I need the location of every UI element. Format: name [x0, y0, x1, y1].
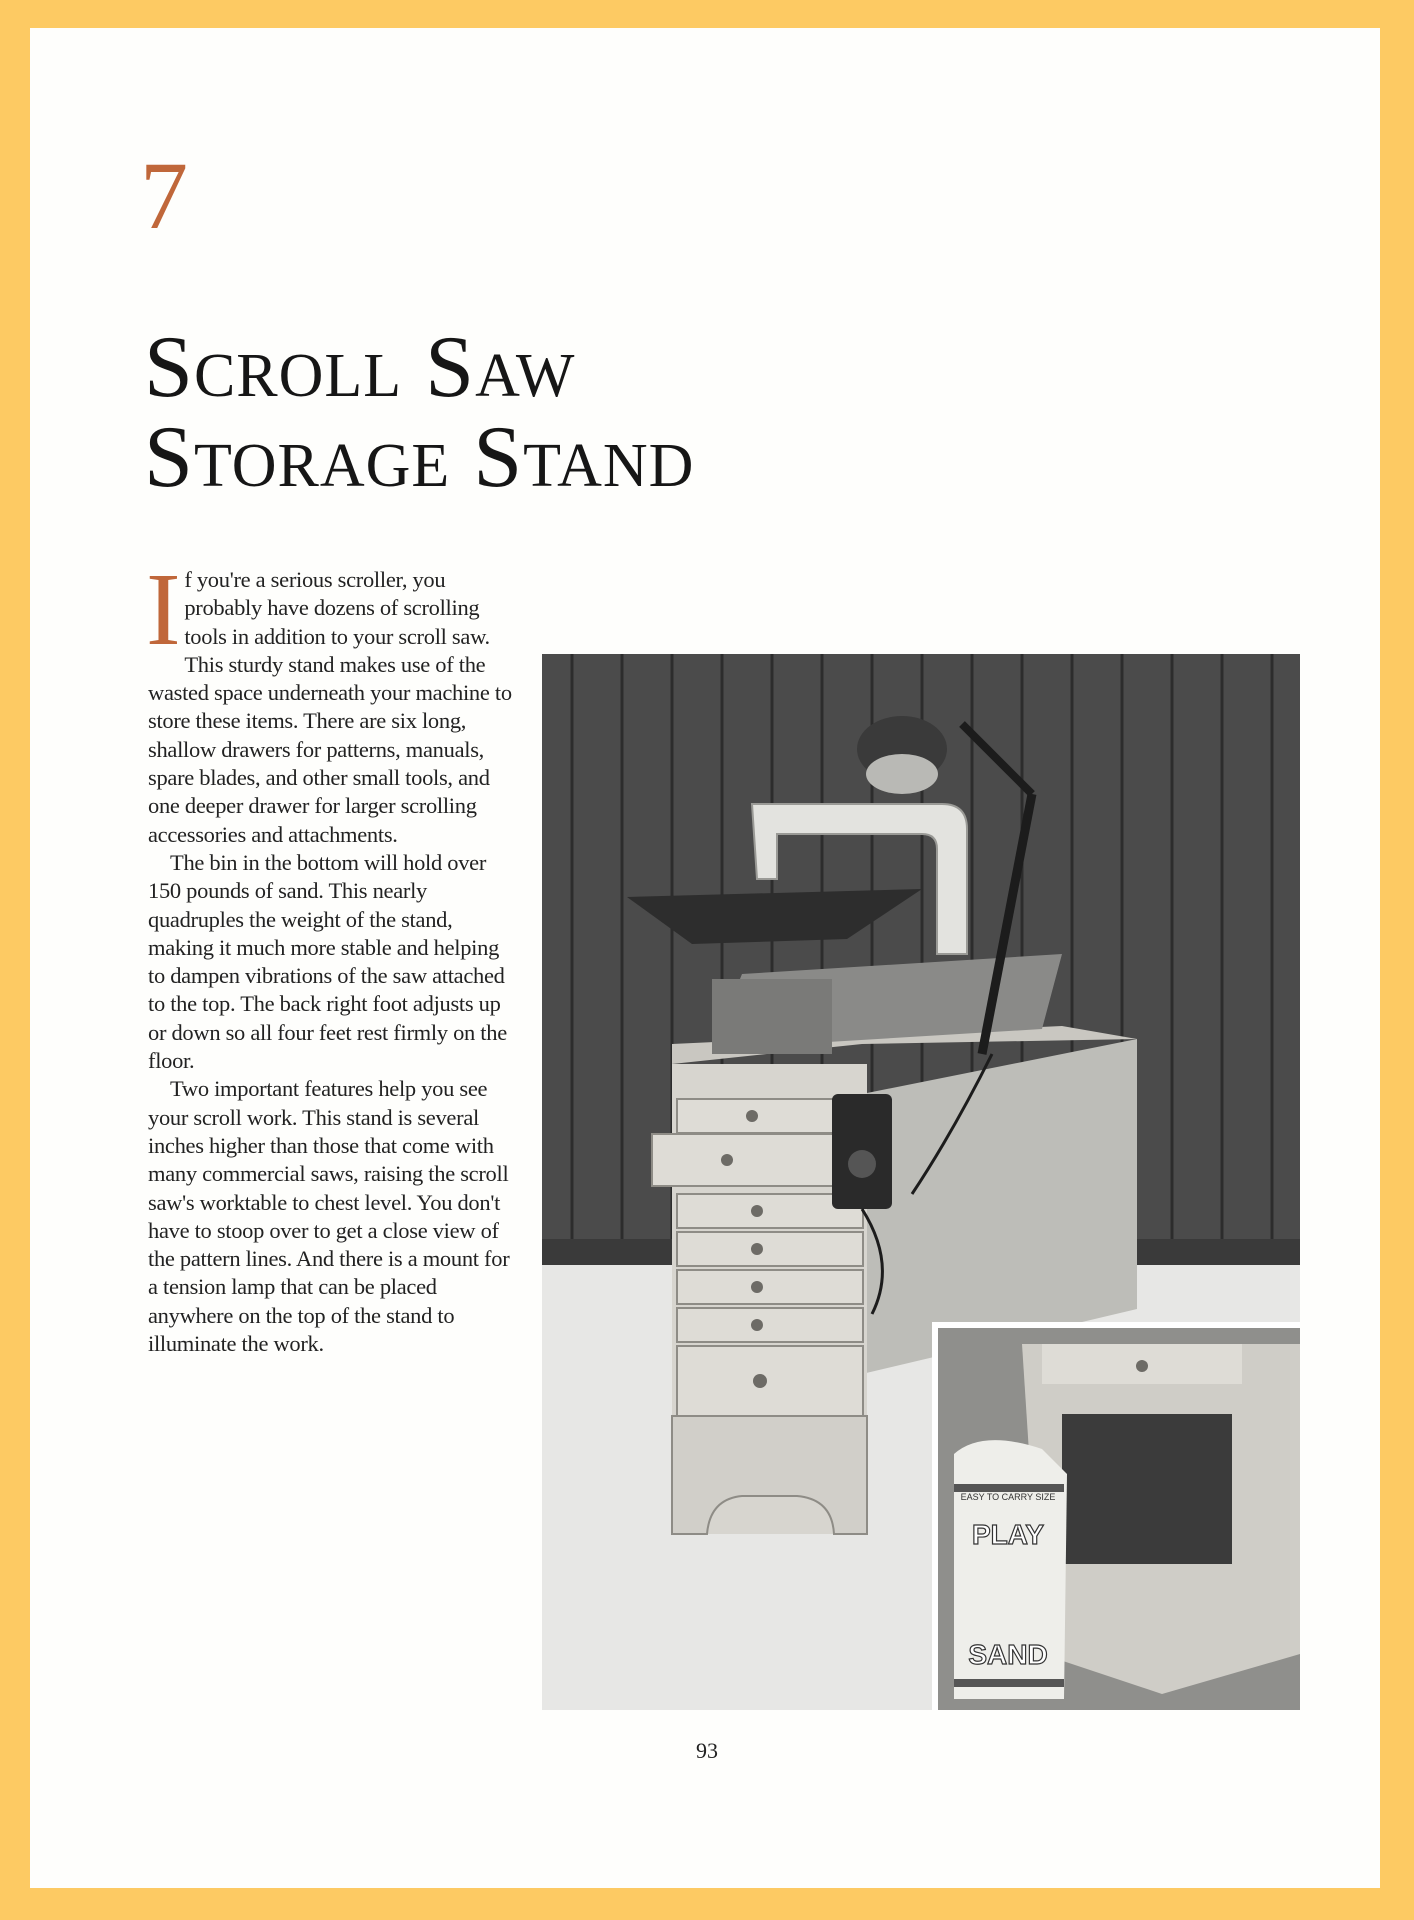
paragraph-1-text: f you're a serious scroller, you probably have dozens of scrolling tools in addition to your scroll saw. This sturdy stand makes use of the wasted space underneath your machine to store these items. There are six long, shallow drawers for patterns, manuals, spare blades, and other small tools, and one deeper drawer for larger scrolling accessories and attachments. [148, 567, 512, 847]
bag-product: SAND [968, 1639, 1048, 1670]
page [30, 28, 1380, 1888]
scroll-saw-stand-photo [542, 654, 1300, 1710]
page-title [144, 319, 695, 506]
paragraph-2: The bin in the bottom will hold over 150 pounds of sand. This nearly quadruples the weight of the stand, making it much more stable and helping to dampen vibrations of the saw attached to the top. The back right foot adjusts up or down so all four feet rest firmly on the floor. [148, 849, 507, 1074]
photo-illustration [542, 654, 1300, 1710]
page-number: 93 [696, 1738, 718, 1763]
drop-cap: I [146, 552, 181, 667]
body-text [146, 552, 513, 1358]
chapter-number: 7 [140, 142, 188, 249]
paragraph-3: Two important features help you see your scroll work. This stand is several inches higher than those that come with many commercial saws, raising the scroll saw's worktable to chest level. You don't have to stoop over to get a close view of the pattern lines. And there is a mount for a tension lamp that can be placed anywhere on the top of the stand to illuminate the work. [148, 1076, 510, 1357]
bag-brand: PLAY [971, 1519, 1045, 1550]
bag-tagline: EASY TO CARRY SIZE [960, 1492, 1056, 1502]
paragraph-1 [146, 552, 513, 849]
inset-photo [932, 1322, 1300, 1710]
title-line-1: Scroll Saw [144, 319, 576, 416]
title-line-2: Storage Stand [144, 409, 695, 506]
